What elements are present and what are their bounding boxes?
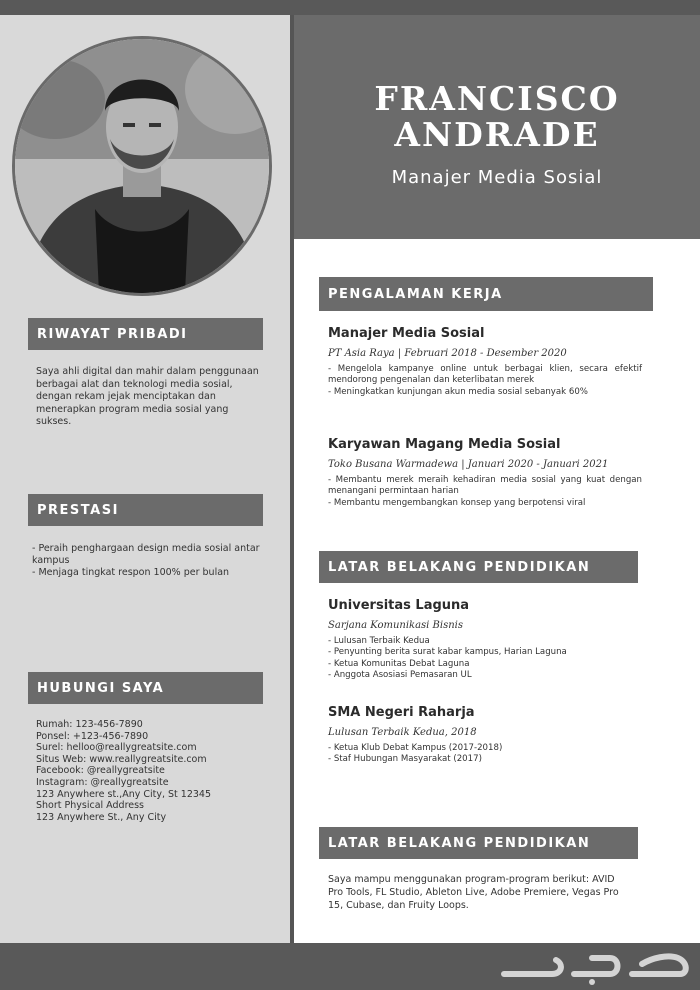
skills-text: Saya mampu menggunakan program-program berikut: AVID Pro Tools, FL Studio, Ableton Live, Adobe Premiere, Vegas Pro 15, Cubase, dan Fruity Loops. (328, 874, 619, 911)
achievement-item: - Menjaga tingkat respon 100% per bulan (32, 567, 230, 578)
contact-list (36, 719, 266, 823)
school-notes (328, 636, 642, 682)
school-entry (328, 598, 642, 682)
job-entry (328, 437, 642, 509)
school-note: - Ketua Klub Debat Kampus (2017-2018) (328, 743, 503, 753)
contact-home: Rumah: 123-456-7890 (36, 719, 143, 730)
job-title: Manajer Media Sosial (328, 326, 485, 341)
school-name: Universitas Laguna (328, 598, 470, 613)
profile-photo (12, 36, 272, 296)
contact-facebook: Facebook: @reallygreatsite (36, 765, 165, 777)
contact-website: Situs Web: www.reallygreatsite.com (36, 753, 207, 765)
contact-address: 123 Anywhere st.,Any City, St 12345 (36, 788, 212, 800)
school-degree: Sarjana Komunikasi Bisnis (328, 620, 463, 631)
contact-short-address: Short Physical Address (36, 800, 145, 812)
school-note: - Penyunting berita surat kabar kampus, Harian Laguna (328, 647, 567, 658)
achievement-item: - Peraih penghargaan design media sosial antar kampus (32, 543, 260, 566)
skills-heading (319, 827, 638, 859)
job-title: Karyawan Magang Media Sosial (328, 437, 561, 452)
job-company-dates: Toko Busana Warmadewa | Januari 2020 - Januari 2021 (328, 459, 609, 470)
watermark-logo (492, 944, 692, 986)
school-notes (328, 743, 642, 766)
job-duty: - Mengelola kampanye online untuk berbagai klien, secara efektif mendorong pengenalan dan keterlibatan merek (328, 364, 642, 386)
header-block (294, 15, 700, 239)
experience-heading (319, 277, 653, 311)
education-heading-text: LATAR BELAKANG PENDIDIKAN (328, 559, 591, 575)
school-name: SMA Negeri Raharja (328, 705, 475, 720)
experience-heading-text: PENGALAMAN KERJA (328, 286, 503, 302)
contact-heading-text: HUBUNGI SAYA (37, 680, 165, 696)
skills-heading-text: LATAR BELAKANG PENDIDIKAN (328, 835, 591, 851)
education-heading (319, 551, 638, 583)
job-role: Manajer Media Sosial (391, 167, 603, 188)
school-note: - Lulusan Terbaik Kedua (328, 636, 430, 646)
job-duty: - Membantu merek meraih kehadiran media sosial yang kuat dengan menangani permintaan harian (328, 475, 642, 497)
top-bar (0, 0, 700, 15)
profile-heading (28, 318, 263, 350)
job-duties (328, 475, 642, 509)
school-note: - Ketua Komunitas Debat Laguna (328, 658, 470, 669)
school-note: - Anggota Asosiasi Pemasaran UL (328, 670, 472, 681)
contact-heading (28, 672, 263, 704)
school-note: - Staf Hubungan Masyarakat (2017) (328, 754, 482, 765)
achievements-heading (28, 494, 263, 526)
profile-heading-text: RIWAYAT PRIBADI (37, 326, 188, 342)
person-name: FRANCISCO ANDRADE (374, 79, 620, 154)
job-duty: - Meningkatkan kunjungan akun media sosial sebanyak 60% (328, 386, 588, 397)
achievements-list (32, 543, 268, 579)
contact-email: Surel: helloo@reallygreatsite.com (36, 742, 197, 754)
job-company-dates: PT Asia Raya | Februari 2018 - Desember 2020 (328, 348, 567, 359)
job-duty: - Membantu mengembangkan konsep yang berpotensi viral (328, 497, 586, 508)
contact-address-2: 123 Anywhere St., Any City (36, 811, 167, 823)
profile-text: Saya ahli digital dan mahir dalam penggunaan berbagai alat dan teknologi media sosial, dengan rekam jejak menciptakan dan menerapkan program media sosial yang sukses. (36, 366, 259, 427)
job-entry (328, 326, 642, 398)
school-entry (328, 705, 642, 766)
job-duties (328, 364, 642, 398)
contact-instagram: Instagram: @reallygreatsite (36, 776, 169, 788)
contact-mobile: Ponsel: +123-456-7890 (36, 730, 149, 742)
achievements-heading-text: PRESTASI (37, 502, 119, 518)
school-degree: Lulusan Terbaik Kedua, 2018 (328, 727, 477, 738)
